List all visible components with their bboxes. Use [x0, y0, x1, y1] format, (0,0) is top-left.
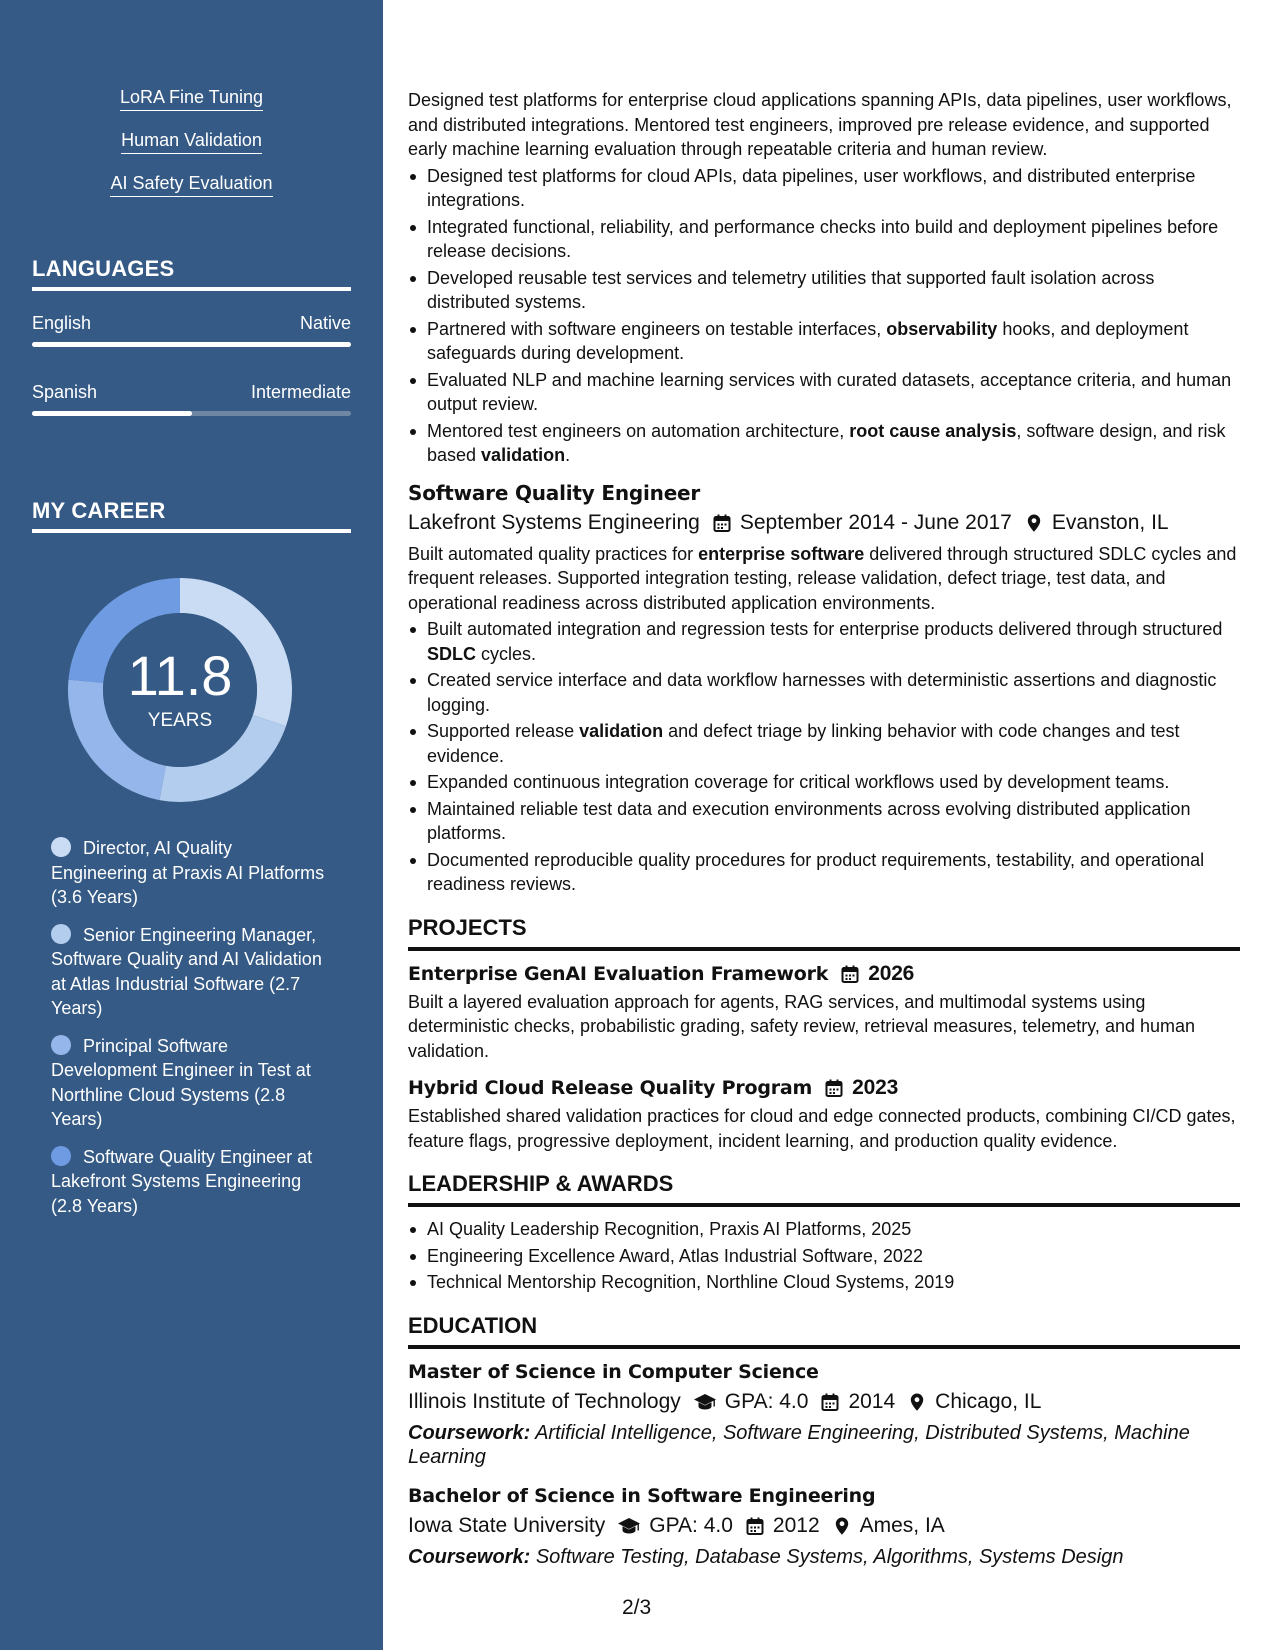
job-title: Software Quality Engineer — [408, 480, 701, 505]
project-year: 2023 — [852, 1076, 899, 1099]
language-name: Spanish — [32, 382, 98, 402]
sidebar — [0, 0, 383, 1650]
project-item — [408, 1075, 1240, 1153]
project-title: Enterprise GenAI Evaluation Framework — [408, 962, 829, 985]
calendar-icon — [824, 1078, 844, 1098]
graduation-year: 2014 — [848, 1389, 896, 1413]
gpa: GPA: 4.0 — [724, 1389, 809, 1413]
bullet-item: Created service interface and data workflow harnesses with deterministic assertions and diagnostic logging. — [408, 668, 1240, 717]
language-proficiency-fill — [32, 342, 351, 347]
job-location: Evanston, IL — [1051, 510, 1169, 534]
award-item: Engineering Excellence Award, Atlas Industrial Software, 2022 — [408, 1244, 1240, 1269]
bullet-item: Integrated functional, reliability, and performance checks into build and deployment pipelines before release decisions. — [408, 215, 1240, 264]
graduation-cap-icon — [693, 1392, 717, 1412]
skills-list — [0, 86, 383, 215]
bullet-item: Designed test platforms for cloud APIs, data pipelines, user workflows, and distributed enterprise integrations. — [408, 164, 1240, 213]
graduation-cap-icon — [617, 1516, 641, 1536]
legend-dot-icon — [51, 1035, 71, 1055]
map-pin-icon — [1024, 513, 1044, 533]
school-name: Iowa State University — [408, 1513, 606, 1537]
language-proficiency-fill — [32, 411, 192, 416]
project-item — [408, 961, 1240, 1064]
projects-heading: PROJECTS — [408, 915, 1240, 951]
coursework: Coursework: Artificial Intelligence, Software Engineering, Distributed Systems, Machine Learning — [408, 1421, 1190, 1468]
awards-heading: LEADERSHIP & AWARDS — [408, 1171, 1240, 1207]
career-legend-item: Senior Engineering Manager, Software Quality and AI Validation at Atlas Industrial Software (2.7 Years) — [51, 924, 322, 1018]
calendar-icon — [745, 1516, 765, 1536]
bullet-item: Developed reusable test services and telemetry utilities that supported fault isolation across distributed systems. — [408, 266, 1240, 315]
bullet-item: Partnered with software engineers on testable interfaces, observability hooks, and deployment safeguards during development. — [408, 317, 1240, 366]
bullet-item: Expanded continuous integration coverage for critical workflows used by development teams. — [408, 770, 1240, 795]
language-proficiency-bar — [32, 411, 351, 416]
education-item — [408, 1359, 1240, 1469]
school-name: Illinois Institute of Technology — [408, 1389, 681, 1413]
job-summary: Designed test platforms for enterprise cloud applications spanning APIs, data pipelines, user workflows, and distributed integrations. Mentored test engineers, improved pre release evidence, and supported early machine learning evaluation through repeatable criteria and human review. — [408, 90, 1232, 159]
degree-title: Bachelor of Science in Software Engineering — [408, 1484, 876, 1507]
education-heading: EDUCATION — [408, 1313, 1240, 1349]
school-location: Chicago, IL — [935, 1389, 1042, 1413]
career-legend-item: Software Quality Engineer at Lakefront Systems Engineering (2.8 Years) — [51, 1146, 313, 1216]
job-bullets — [408, 164, 1240, 468]
language-item — [32, 381, 351, 416]
page-number: 2/3 — [622, 1596, 652, 1619]
bullet-item: Evaluated NLP and machine learning services with curated datasets, acceptance criteria, and human output review. — [408, 368, 1240, 417]
bullet-item: Documented reproducible quality procedures for product requirements, testability, and operational readiness reviews. — [408, 848, 1240, 897]
gpa: GPA: 4.0 — [649, 1513, 733, 1537]
calendar-icon — [840, 964, 860, 984]
skill-item: LoRA Fine Tuning — [0, 86, 383, 111]
career-total-unit: YEARS — [147, 710, 213, 731]
job-summary: Built automated quality practices for enterprise software delivered through structured SDLC cycles and frequent releases. Supported integration testing, release validation, defect triage, test data, and operational readiness across distributed application environments. — [408, 543, 1237, 613]
job-bullets — [408, 617, 1240, 897]
project-year: 2026 — [868, 961, 915, 985]
skill-item: AI Safety Evaluation — [0, 172, 383, 197]
degree-title: Master of Science in Computer Science — [408, 1360, 819, 1383]
career-legend-item: Principal Software Development Engineer in Test at Northline Cloud Systems (2.8 Years) — [51, 1035, 311, 1129]
language-level: Native — [299, 313, 351, 333]
education-meta — [408, 1388, 1240, 1416]
skill-item: Human Validation — [0, 129, 383, 154]
map-pin-icon — [832, 1516, 852, 1536]
bullet-item: Maintained reliable test data and execution environments across evolving distributed application platforms. — [408, 797, 1240, 846]
awards-list — [408, 1217, 1240, 1295]
map-pin-icon — [907, 1392, 927, 1412]
language-level: Intermediate — [250, 382, 351, 402]
career-legend — [51, 836, 331, 1231]
language-name: English — [32, 313, 92, 333]
education-item — [408, 1483, 1240, 1569]
language-proficiency-bar — [32, 342, 351, 347]
language-item — [32, 312, 351, 347]
education-meta — [408, 1512, 1240, 1540]
award-item: AI Quality Leadership Recognition, Praxis AI Platforms, 2025 — [408, 1217, 1240, 1242]
coursework: Coursework: Software Testing, Database Systems, Algorithms, Systems Design — [408, 1545, 1124, 1568]
legend-dot-icon — [51, 837, 71, 857]
main-content — [408, 88, 1240, 1583]
job-meta — [408, 509, 1240, 537]
company-name: Lakefront Systems Engineering — [408, 510, 700, 534]
award-item: Technical Mentorship Recognition, Northline Cloud Systems, 2019 — [408, 1270, 1240, 1295]
legend-dot-icon — [51, 1146, 71, 1166]
legend-dot-icon — [51, 924, 71, 944]
career-heading: MY CAREER — [32, 498, 351, 533]
calendar-icon — [820, 1392, 840, 1412]
bullet-item: Supported release validation and defect triage by linking behavior with code changes and test evidence. — [408, 719, 1240, 768]
project-description: Established shared validation practices for cloud and edge connected products, combining CI/CD gates, feature flags, progressive deployment, incident learning, and production quality evidence. — [408, 1106, 1236, 1151]
bullet-item: Mentored test engineers on automation architecture, root cause analysis, software design, and risk based validation. — [408, 419, 1240, 468]
career-total-years: 11.8 — [127, 644, 233, 707]
job-dates: September 2014 - June 2017 — [739, 510, 1012, 534]
bullet-item: Built automated integration and regression tests for enterprise products delivered through structured SDLC cycles. — [408, 617, 1240, 666]
graduation-year: 2012 — [772, 1513, 820, 1537]
languages-heading: LANGUAGES — [32, 256, 351, 291]
career-legend-item: Director, AI Quality Engineering at Praxis AI Platforms (3.6 Years) — [51, 838, 325, 907]
calendar-icon — [712, 513, 732, 533]
school-location: Ames, IA — [859, 1513, 945, 1537]
project-description: Built a layered evaluation approach for agents, RAG services, and multimodal systems using deterministic checks, probabilistic grading, safety review, retrieval measures, telemetry, and human validation. — [408, 991, 1196, 1061]
project-title: Hybrid Cloud Release Quality Program — [408, 1077, 813, 1099]
